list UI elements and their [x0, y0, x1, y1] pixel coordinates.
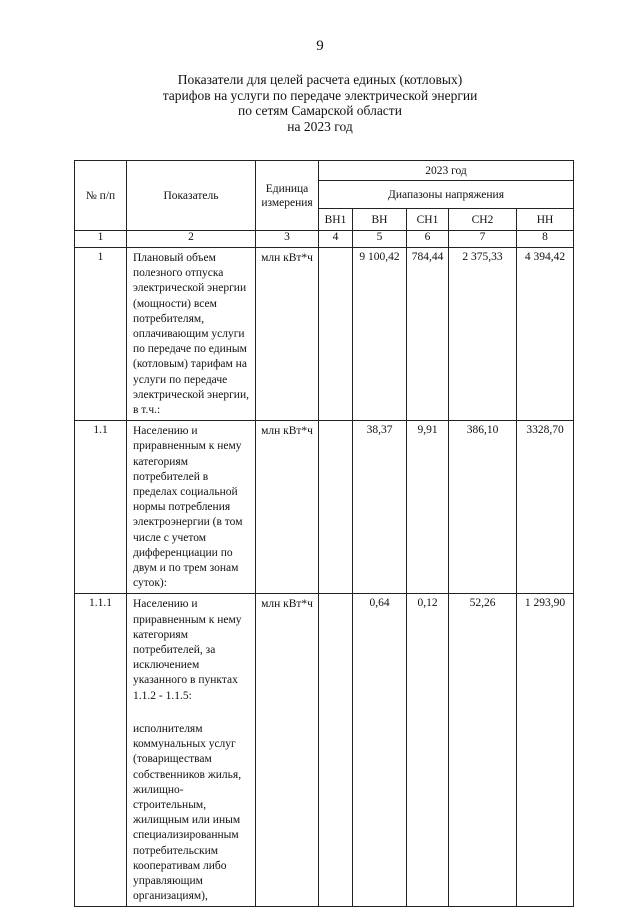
row-description: Плановый объем полезного отпуска электрической энергии (мощности) всем потребителям, оплачивающим услуги по передаче по единым (котловым) тарифам на услуги по передаче электрической энергии, в т.ч.: — [127, 248, 256, 421]
row-description — [127, 594, 256, 907]
row-index: 1 — [75, 248, 127, 421]
header-year: 2023 год — [319, 161, 574, 181]
column-number: 4 — [319, 231, 353, 248]
table-row — [75, 421, 574, 594]
value-sn1: 9,91 — [407, 421, 449, 594]
value-vn1 — [319, 248, 353, 421]
value-sn2: 386,10 — [449, 421, 517, 594]
header-sn2: СН2 — [449, 209, 517, 231]
row-index: 1.1 — [75, 421, 127, 594]
page-number: 9 — [316, 38, 324, 54]
value-sn1: 0,12 — [407, 594, 449, 907]
row-description-part: Населению и приравненным к нему категориям потребителей, за исключением указанного в пунктах 1.1.2 - 1.1.5: — [133, 598, 242, 702]
title-line: тарифов на услуги по передаче электрической энергии — [162, 87, 478, 103]
row-unit: млн кВт*ч — [256, 421, 319, 594]
header-unit: Единица измерения — [256, 161, 319, 231]
value-sn2: 52,26 — [449, 594, 517, 907]
header-vn1: ВН1 — [319, 209, 353, 231]
table-row — [75, 594, 574, 907]
document-title — [0, 72, 640, 134]
header-ranges: Диапазоны напряжения — [319, 181, 574, 209]
column-number: 1 — [75, 231, 127, 248]
value-sn1: 784,44 — [407, 248, 449, 421]
row-description: Населению и приравненным к нему категориям потребителей в пределах социальной нормы потребления электроэнергии (в том числе с учетом дифференциации по двум и по трем зонам суток): — [127, 421, 256, 594]
table-row — [75, 248, 574, 421]
value-sn2: 2 375,33 — [449, 248, 517, 421]
value-vn: 9 100,42 — [353, 248, 407, 421]
title-line: по сетям Самарской области — [238, 103, 402, 118]
value-nn: 4 394,42 — [517, 248, 574, 421]
header-indicator: Показатель — [127, 161, 256, 231]
header-sn1: СН1 — [407, 209, 449, 231]
header-vn: ВН — [353, 209, 407, 231]
header-nn: НН — [517, 209, 574, 231]
value-vn1 — [319, 421, 353, 594]
indicators-table — [74, 160, 574, 907]
value-vn: 0,64 — [353, 594, 407, 907]
title-line: Показатели для целей расчета единых (котловых) — [177, 72, 463, 87]
row-description-part: исполнителям коммунальных услуг (товариществам собственников жилья, жилищно-строительным, жилищным или иным специализированным потребительским кооперативам либо управляющим организациям), — [133, 722, 242, 903]
row-index: 1.1.1 — [75, 594, 127, 907]
column-number: 2 — [127, 231, 256, 248]
header-num: № п/п — [75, 161, 127, 231]
column-number: 6 — [407, 231, 449, 248]
value-nn: 1 293,90 — [517, 594, 574, 907]
title-line: на 2023 год — [287, 118, 353, 134]
value-vn: 38,37 — [353, 421, 407, 594]
value-nn: 3328,70 — [517, 421, 574, 594]
value-vn1 — [319, 594, 353, 907]
column-numbers-row — [75, 231, 574, 248]
column-number: 7 — [449, 231, 517, 248]
column-number: 8 — [517, 231, 574, 248]
row-unit: млн кВт*ч — [256, 594, 319, 907]
row-unit: млн кВт*ч — [256, 248, 319, 421]
column-number: 3 — [256, 231, 319, 248]
paragraph-gap — [133, 704, 251, 722]
column-number: 5 — [353, 231, 407, 248]
